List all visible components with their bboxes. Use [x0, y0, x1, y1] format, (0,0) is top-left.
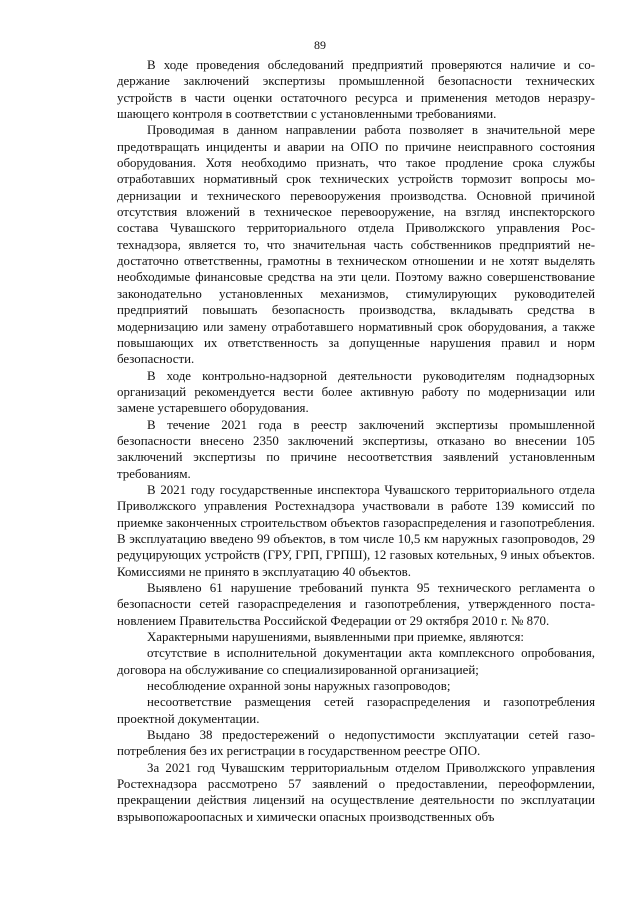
- list-item-documentation: отсутствие в исполнительной документации акта комплексного опробования, договора на обслуживание со специализированной организацией;: [117, 646, 595, 677]
- paragraph-acceptance-commissions: В 2021 году государственные инспектора Чувашского территориального отдела Приволжского управления Ростехнадзора участвовали в работе 139 комиссий по приемке законченных строительством объектов газораспределения и газопотребления. В эксплуатацию введено 99 объектов, в том числе 10,5 км наружных газопроводов, 29 редуцирующих устройств (ГРУ, ГРП, ГРПШ), 12 газовых котельных, 9 иных объектов. Комиссиями не принято в эксплуатацию 40 объектов.: [117, 482, 595, 579]
- paragraph-inspections: В ходе проведения обследований предприятий проверяются наличие и содержание заключений экспертизы промышленной безопасности технических устройств в части оценки остаточного ресурса и применения методов неразрушающего контроля в соответствии с установленными требованиями.: [117, 58, 595, 122]
- paragraph-equipment-modernization: Проводимая в данном направлении работа позволяет в значительной мере предотвращать инциденты и аварии на ОПО по причине неисправного состояния оборудования. Хотя необходимо признать, что такое продление срока службы отработавших нормативный срок технических устройств тормозит вопросы модернизации и технического перевооружения производства. Основной причиной отсутствия вложений в техническое перевооружение, на взгляд инспекторского состава Чувашского территориального отдела Приволжского управления Ростехнадзора, является то, что значительная часть собственников предприятий недостаточно ответственны, грамотны в техническом отношении и не хотят выделять необходимые финансовые средства на эти цели. Поэтому важно совершенствование законодательно установленных механизмов, стимулирующих руководителей предприятий повышать безопасность производства, вкладывать средства в модернизацию или замену отработавшего нормативный срок оборудования, а также повышающих их ответственность за допущенные нарушения правил и норм безопасности.: [117, 123, 595, 367]
- page-body: [117, 57, 595, 825]
- paragraph-licensing: За 2021 год Чувашским территориальным отделом Приволжского управления Ростехнадзора рассмотрено 57 заявлений о предоставлении, переоформлении, прекращении действия лицензий на осуществление деятельности по эксплуатации взрывопожароопасных и химически опасных производственных объ: [117, 760, 595, 824]
- paragraph-violations-found: Выявлено 61 нарушение требований пункта 95 технического регламента о безопасности сетей газораспределения и газопотребления, утвержденного постановлением Правительства Российской Федерации от 29 октября 2010 г. № 870.: [117, 581, 595, 628]
- paragraph-expertise-registry: В течение 2021 года в реестр заключений экспертизы промышленной безопасности внесено 2350 заключений экспертизы, отказано во внесении 105 заключений экспертизы по причине несоответствия заявлений установленным требованиям.: [117, 417, 595, 481]
- page-number: 89: [314, 38, 326, 52]
- paragraph-warnings-issued: Выдано 38 предостережений о недопустимости эксплуатации сетей газопотребления без их регистрации в государственном реестре ОПО.: [117, 728, 595, 759]
- list-item-design-mismatch: несоответствие размещения сетей газораспределения и газопотребления проектной документации.: [117, 695, 595, 726]
- paragraph-recommendations: В ходе контрольно-надзорной деятельности руководителям поднадзорных организаций рекомендуется вести более активную работу по модернизации или замене устаревшего оборудования.: [117, 368, 595, 416]
- list-item-protection-zone: несоблюдение охранной зоны наружных газопроводов;: [147, 679, 451, 694]
- paragraph-typical-violations: Характерными нарушениями, выявленными при приемке, являются:: [147, 630, 525, 645]
